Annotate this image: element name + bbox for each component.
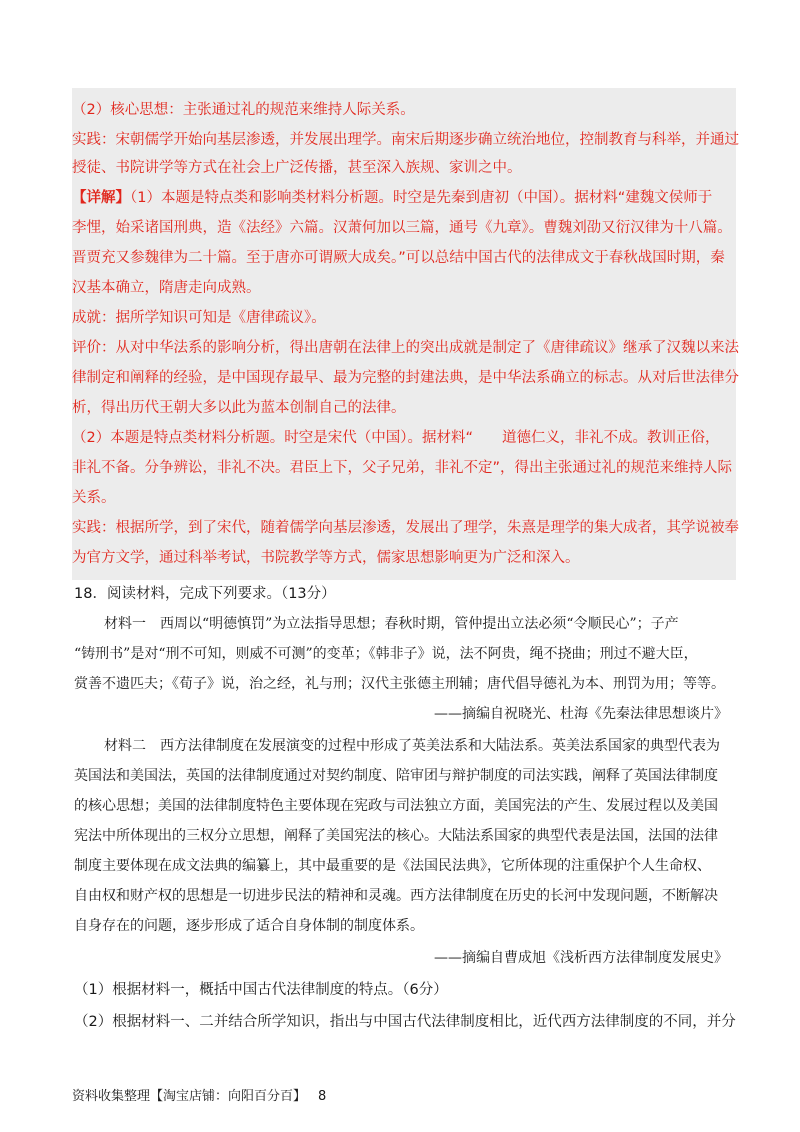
page-number: 8: [318, 1089, 327, 1104]
answer-line: 关系。: [72, 490, 116, 506]
material-two-line: 的核心思想；美国的法律制度特色主要体现在宪政与司法独立方面，美国宪法的产生、发展过程以及美国: [74, 798, 718, 814]
answer-line-text: （1）本题是特点类和影响类材料分析题。时空是先秦到唐初（中国）。据材料“建魏文侯师于: [130, 190, 713, 206]
answer-line: 李悝，始采诸国刑典，造《法经》六篇。汉萧何加以三篇，通号《九章》。曹魏刘劭又衍汉律为十八篇。: [72, 220, 732, 236]
material-two-line: 自由权和财产权的思想是一切进步民法的精神和灵魂。西方法律制度在历史的长河中发现问题，不断解决: [74, 888, 718, 904]
answer-line: 汉基本确立，隋唐走向成熟。: [72, 280, 261, 296]
material-one-line: 赏善不遗匹夫；《荀子》说，治之经，礼与刑；汉代主张德主刑辅；唐代倡导德礼为本、刑罚为用；等等。: [74, 676, 725, 692]
material-one-line: 材料一 西周以“明德慎罚”为立法指导思想；春秋时期，管仲提出立法必须“令顺民心”；子产: [104, 616, 679, 632]
material-two-source: ——摘编自曹成旭《浅析西方法律制度发展史》: [434, 950, 728, 966]
material-two-line: 英国法和美国法，英国的法律制度通过对契约制度、陪审团与辩护制度的司法实践，阐释了英国法律制度: [74, 768, 718, 784]
answer-line: 为官方文学，通过科举考试，书院教学等方式，儒家思想影响更为广泛和深入。: [72, 550, 580, 566]
answer-section: [72, 88, 739, 580]
detail-tag: 【详解】: [72, 190, 130, 206]
answer-line: 晋贾充又参魏律为二十篇。至于唐亦可谓厥大成矣。”可以总结中国古代的法律成文于春秋战国时期，秦: [72, 250, 725, 266]
answer-line: 析，得出历代王朝大多以此为蓝本创制自己的法律。: [72, 400, 406, 416]
answer-line: 授徒、书院讲学等方式在社会上广泛传播，甚至深入族规、家训之中。: [72, 160, 522, 176]
material-two-line: 宪法中所体现出的三权分立思想，阐释了美国宪法的核心。大陆法系国家的典型代表是法国，法国的法律: [74, 828, 718, 844]
answer-line: 成就：据所学知识可知是《唐律疏议》。: [72, 310, 326, 326]
sub-question-1: （1）根据材料一，概括中国古代法律制度的特点。（6分）: [74, 982, 448, 998]
material-one-source: ——摘编自祝晓光、杜海《先秦法律思想谈片》: [434, 706, 728, 722]
answer-line: 评价：从对中华法系的影响分析，得出唐朝在法律上的突出成就是制定了《唐律疏议》继承了汉魏以来法: [72, 340, 739, 356]
answer-line: （2）核心思想：主张通过礼的规范来维持人际关系。: [72, 102, 415, 118]
answer-line: 实践：宋朝儒学开始向基层渗透，并发展出理学。南宋后期逐步确立统治地位，控制教育与科举，并通过: [72, 132, 739, 148]
question-heading: 18．阅读材料，完成下列要求。（13分）: [74, 586, 336, 602]
answer-line: [72, 188, 712, 208]
material-two-line: 自身存在的问题，逐步形成了适合自身体制的制度体系。: [74, 918, 424, 934]
answer-line: 律制定和阐释的经验，是中国现存最早、最为完整的封建法典，是中华法系确立的标志。从对后世法律分: [72, 370, 739, 386]
footer-text: 资料收集整理【淘宝店铺：向阳百分百】: [72, 1089, 307, 1104]
answer-line: 非礼不备。分争辨讼，非礼不决。君臣上下，父子兄弟，非礼不定”，得出主张通过礼的规范来维持人际: [72, 460, 733, 476]
page-footer: [72, 1085, 326, 1104]
answer-line: （2）本题是特点类材料分析题。时空是宋代（中国）。据材料“ 道德仁义，非礼不成。教训正俗，: [72, 430, 720, 446]
material-two-line: 制度主要体现在成文法典的编纂上，其中最重要的是《法国民法典》，它所体现的注重保护个人生命权、: [74, 858, 711, 874]
material-two-line: 材料二 西方法律制度在发展演变的过程中形成了英美法系和大陆法系。英美法系国家的典型代表为: [104, 738, 720, 754]
sub-question-2: （2）根据材料一、二并结合所学知识，指出与中国古代法律制度相比，近代西方法律制度的不同，并分: [74, 1014, 736, 1030]
answer-line: 实践：根据所学，到了宋代，随着儒学向基层渗透，发展出了理学，朱熹是理学的集大成者，其学说被奉: [72, 520, 739, 536]
material-one-line: “铸刑书”是对“刑不可知，则威不可测”的变革；《韩非子》说，法不阿贵，绳不挠曲；刑过不避大臣，: [74, 646, 698, 662]
